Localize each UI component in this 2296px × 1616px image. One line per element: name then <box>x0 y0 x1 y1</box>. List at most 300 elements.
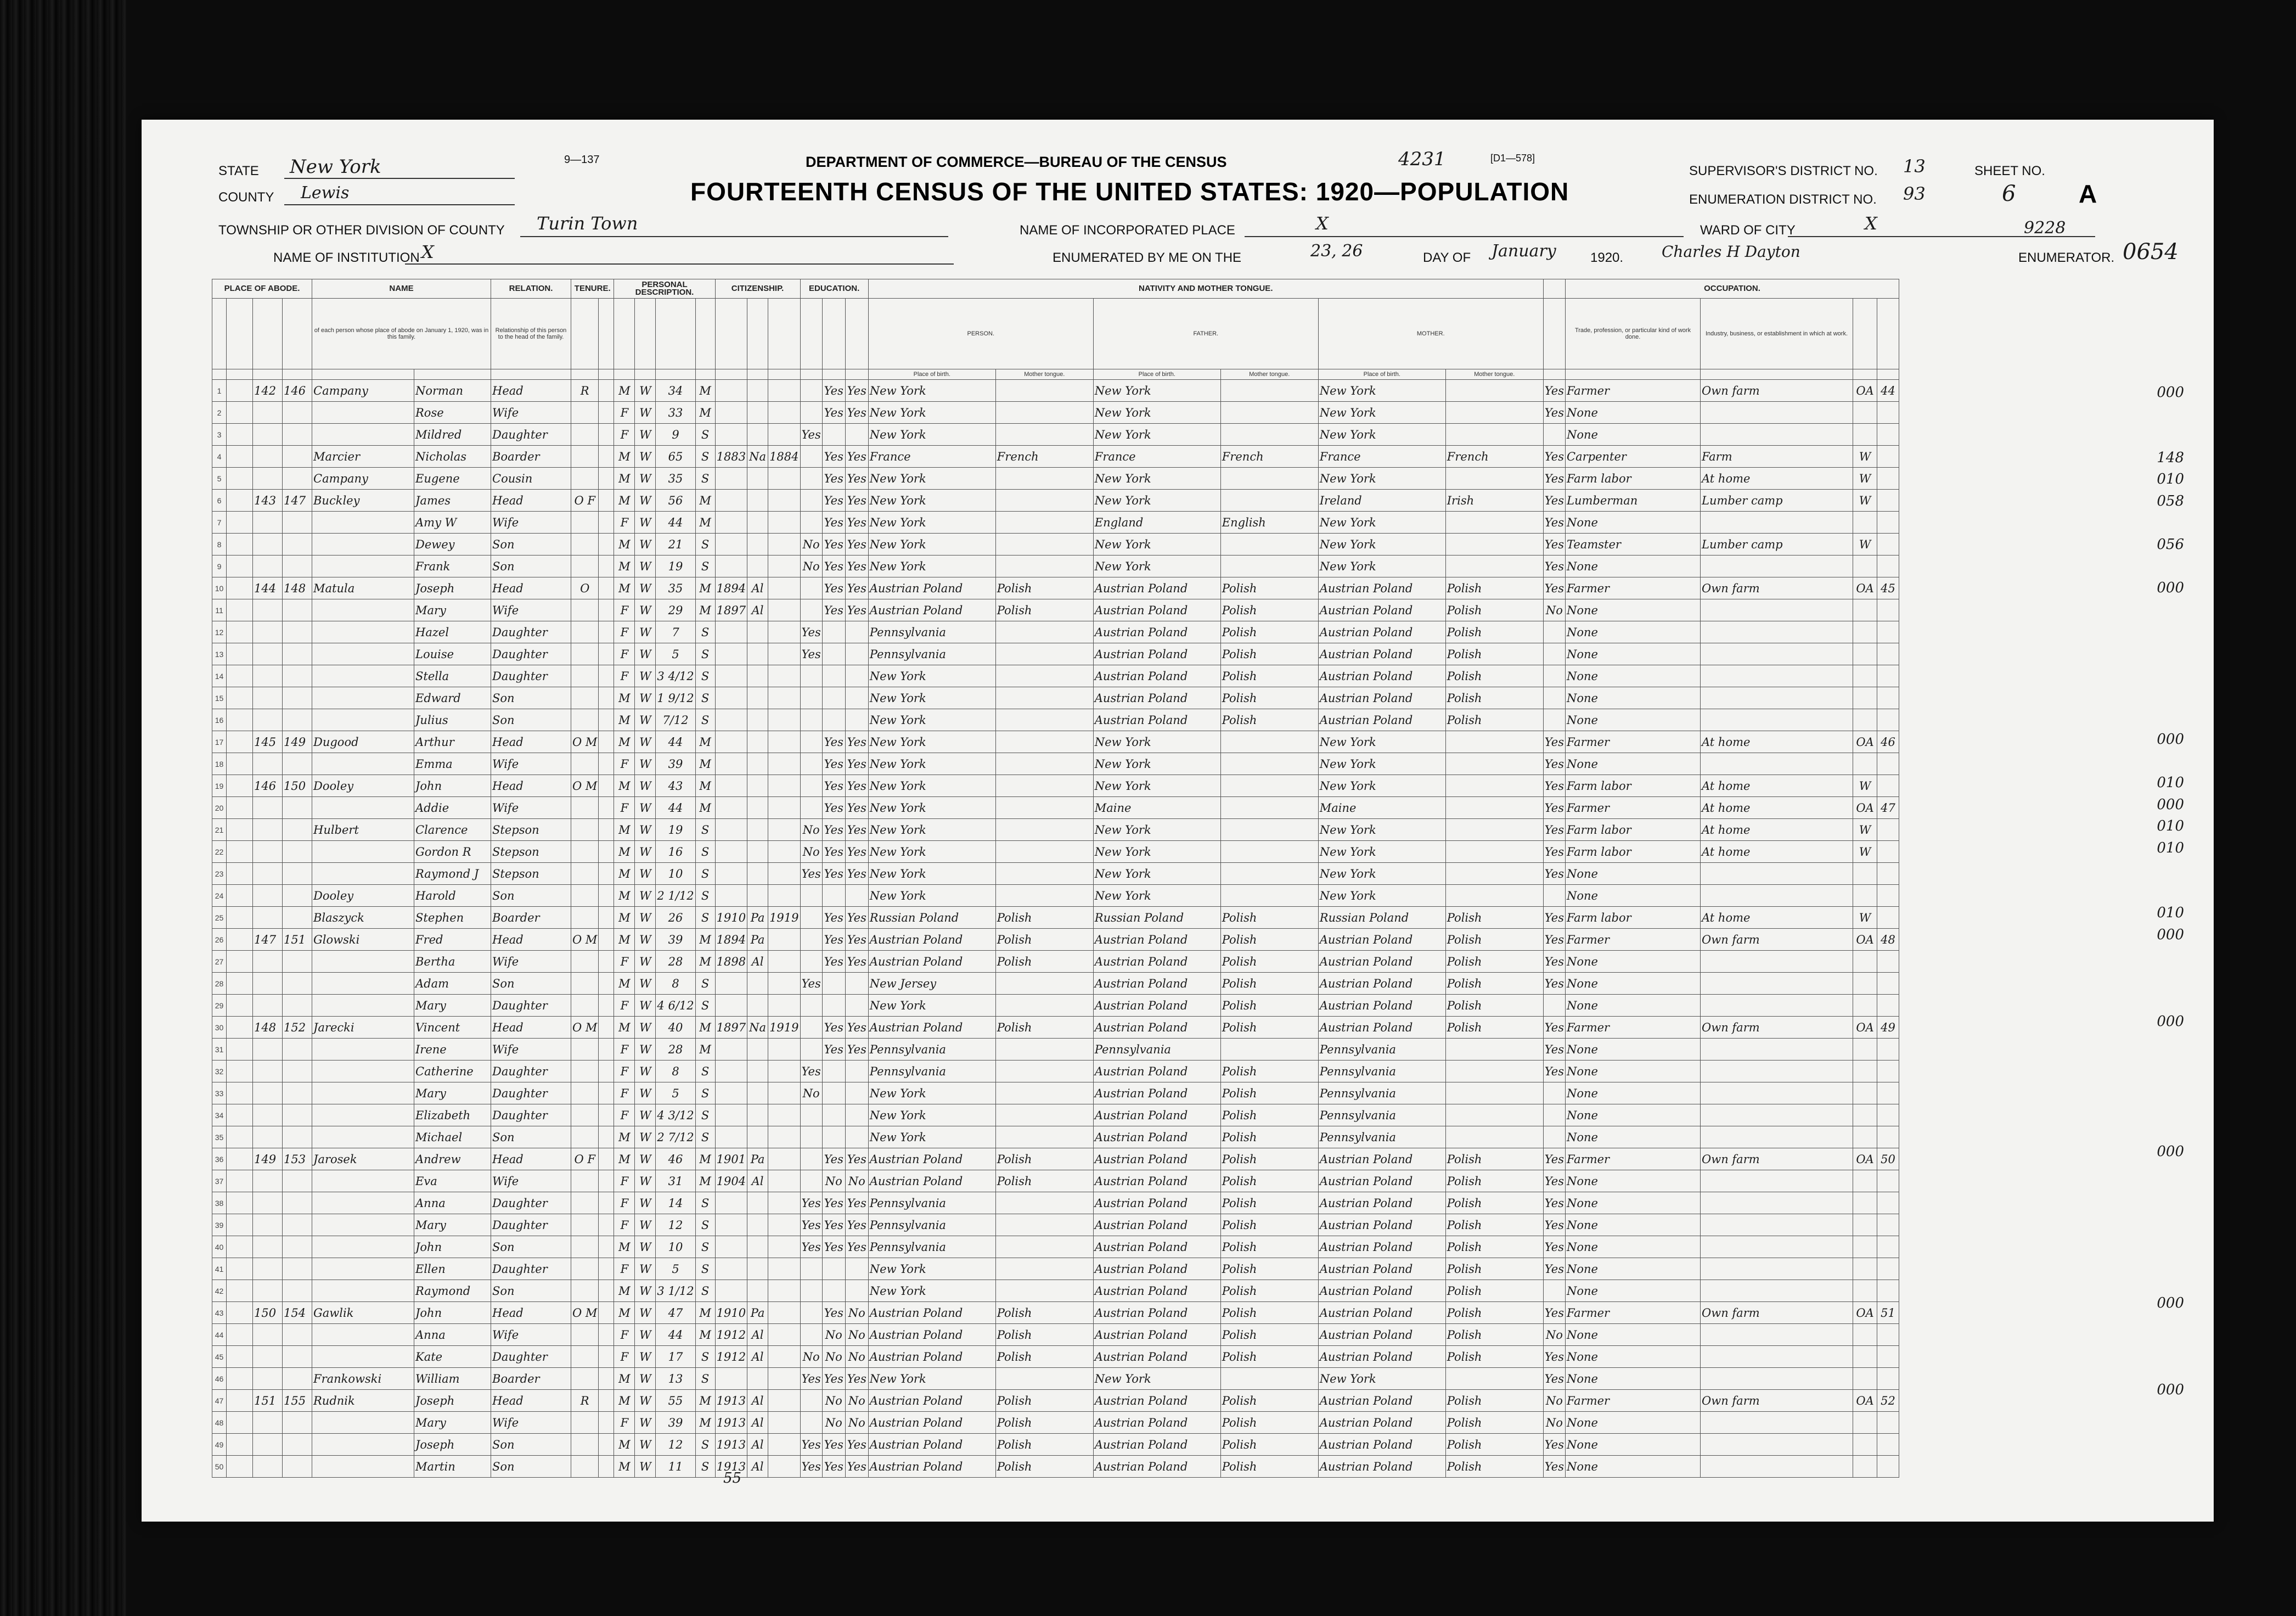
cell-tenure: O M <box>571 1017 599 1039</box>
cell-age: 39 <box>656 1412 695 1434</box>
cell-street <box>227 1039 253 1060</box>
cell-mpob: Austrian Poland <box>1318 621 1445 643</box>
cell-trade: None <box>1566 1104 1701 1126</box>
cell-pob: Pennsylvania <box>868 1236 995 1258</box>
cell-school <box>800 797 822 819</box>
cell-write: Yes <box>845 490 868 512</box>
cell-race: W <box>635 753 656 775</box>
cell-given: James <box>414 490 491 512</box>
occupation-code: 058 <box>2157 492 2184 509</box>
census-row <box>212 885 1899 907</box>
cell-tenure: O M <box>571 775 599 797</box>
cell-n: 16 <box>212 709 227 731</box>
cell-fpob: Austrian Poland <box>1093 643 1220 665</box>
cell-pob: New York <box>868 534 995 556</box>
cell-dwell <box>253 446 283 468</box>
cell-tenure <box>571 424 599 446</box>
cell-surname <box>312 1126 414 1148</box>
cell-mmt: Polish <box>1445 709 1543 731</box>
cell-sex: F <box>614 1104 635 1126</box>
cell-mpob: Austrian Poland <box>1318 1148 1445 1170</box>
cell-ms: S <box>695 863 715 885</box>
cell-n: 3 <box>212 424 227 446</box>
cell-fmt: Polish <box>1220 1456 1318 1478</box>
cell-race: W <box>635 797 656 819</box>
census-row <box>212 1170 1899 1192</box>
cell-given: Stella <box>414 665 491 687</box>
cell-tenure <box>571 534 599 556</box>
cell-fmt: Polish <box>1220 1148 1318 1170</box>
cell-sex: F <box>614 1060 635 1082</box>
cell-tenure <box>571 1368 599 1390</box>
cell-n: 42 <box>212 1280 227 1302</box>
cell-farm <box>1877 907 1899 929</box>
cell-age: 56 <box>656 490 695 512</box>
cell-write: Yes <box>845 907 868 929</box>
cell-dwell <box>253 1060 283 1082</box>
cell-eng: Yes <box>1543 1214 1565 1236</box>
cell-sex: M <box>614 885 635 907</box>
cell-pob: New York <box>868 885 995 907</box>
cell-fmt: Polish <box>1220 995 1318 1017</box>
cell-race: W <box>635 643 656 665</box>
cell-fam <box>283 1192 312 1214</box>
cell-n: 44 <box>212 1324 227 1346</box>
cell-nat <box>747 731 768 753</box>
cell-farm: 52 <box>1877 1390 1899 1412</box>
cell-mpob: Austrian Poland <box>1318 709 1445 731</box>
cell-trade: None <box>1566 424 1701 446</box>
occupation-code: 000 <box>2157 384 2184 401</box>
cell-mpob: New York <box>1318 424 1445 446</box>
cell-race: W <box>635 468 656 490</box>
cell-eng: Yes <box>1543 446 1565 468</box>
cell-farm <box>1877 1280 1899 1302</box>
cell-pob: Austrian Poland <box>868 1302 995 1324</box>
cell-rel: Daughter <box>491 621 571 643</box>
cell-write <box>845 424 868 446</box>
cell-fam: 154 <box>283 1302 312 1324</box>
cell-pob: Pennsylvania <box>868 1039 995 1060</box>
cell-street <box>227 490 253 512</box>
cell-read: Yes <box>822 1302 845 1324</box>
cell-natyr <box>768 599 800 621</box>
cell-pob: New Jersey <box>868 973 995 995</box>
cell-mt <box>995 1236 1093 1258</box>
cell-fmt <box>1220 841 1318 863</box>
census-row <box>212 1192 1899 1214</box>
enumerated-label: ENUMERATED BY ME ON THE <box>1053 250 1242 265</box>
cell-class: W <box>1853 468 1877 490</box>
cell-given: Gordon R <box>414 841 491 863</box>
cell-tenure <box>571 556 599 577</box>
cell-fmt <box>1220 380 1318 402</box>
cell-farm <box>1877 446 1899 468</box>
cell-pob: Pennsylvania <box>868 643 995 665</box>
cell-fmt: Polish <box>1220 709 1318 731</box>
cell-trade: Farmer <box>1566 1017 1701 1039</box>
cell-eng: Yes <box>1543 1456 1565 1478</box>
cell-mt <box>995 621 1093 643</box>
cell-sex: F <box>614 951 635 973</box>
cell-farm: 49 <box>1877 1017 1899 1039</box>
cell-surname <box>312 1324 414 1346</box>
cell-imm: 1912 <box>715 1324 747 1346</box>
cell-industry <box>1701 1368 1853 1390</box>
cell-given: Ellen <box>414 1258 491 1280</box>
cell-mortgage <box>599 819 614 841</box>
cell-school <box>800 512 822 534</box>
cell-mortgage <box>599 1017 614 1039</box>
cell-given: Elizabeth <box>414 1104 491 1126</box>
cell-dwell <box>253 687 283 709</box>
cell-ms: M <box>695 599 715 621</box>
cell-trade: Farm labor <box>1566 907 1701 929</box>
cell-class <box>1853 402 1877 424</box>
cell-rel: Son <box>491 687 571 709</box>
cell-tenure <box>571 512 599 534</box>
cell-mt <box>995 1039 1093 1060</box>
cell-race: W <box>635 1039 656 1060</box>
cell-sex: M <box>614 863 635 885</box>
census-row <box>212 534 1899 556</box>
cell-school <box>800 446 822 468</box>
cell-given: Arthur <box>414 731 491 753</box>
cell-write <box>845 973 868 995</box>
cell-eng <box>1543 687 1565 709</box>
cell-n: 35 <box>212 1126 227 1148</box>
cell-write <box>845 1060 868 1082</box>
cell-fmt: Polish <box>1220 643 1318 665</box>
cell-natyr <box>768 1412 800 1434</box>
cell-nat: Al <box>747 951 768 973</box>
cell-class <box>1853 512 1877 534</box>
cell-trade: None <box>1566 863 1701 885</box>
cell-surname: Blaszyck <box>312 907 414 929</box>
cell-write: Yes <box>845 599 868 621</box>
cell-eng: Yes <box>1543 1302 1565 1324</box>
cell-rel: Head <box>491 929 571 951</box>
cell-tenure <box>571 1126 599 1148</box>
cell-trade: Farm labor <box>1566 775 1701 797</box>
cell-rel: Wife <box>491 951 571 973</box>
cell-trade: None <box>1566 1192 1701 1214</box>
cell-trade: None <box>1566 1280 1701 1302</box>
supervisor-label: SUPERVISOR'S DISTRICT NO. <box>1689 164 1878 178</box>
cell-trade: None <box>1566 599 1701 621</box>
cell-trade: None <box>1566 1346 1701 1368</box>
cell-mt <box>995 1060 1093 1082</box>
cell-mortgage <box>599 797 614 819</box>
cell-industry <box>1701 687 1853 709</box>
cell-eng: Yes <box>1543 753 1565 775</box>
cell-mmt <box>1445 863 1543 885</box>
census-row <box>212 1060 1899 1082</box>
cell-read: Yes <box>822 380 845 402</box>
cell-dwell <box>253 819 283 841</box>
cell-pob: Austrian Poland <box>868 577 995 599</box>
cell-class: OA <box>1853 929 1877 951</box>
cell-dwell <box>253 885 283 907</box>
cell-pob: New York <box>868 731 995 753</box>
cell-dwell <box>253 1346 283 1368</box>
cell-fpob: Austrian Poland <box>1093 687 1220 709</box>
cell-farm <box>1877 1039 1899 1060</box>
cell-race: W <box>635 1302 656 1324</box>
cell-ms: S <box>695 1434 715 1456</box>
occupation-code: 148 <box>2157 449 2184 466</box>
cell-eng: Yes <box>1543 1017 1565 1039</box>
cell-street <box>227 1302 253 1324</box>
cell-trade: Farmer <box>1566 731 1701 753</box>
cell-dwell <box>253 1368 283 1390</box>
cell-age: 29 <box>656 599 695 621</box>
cell-imm <box>715 1368 747 1390</box>
cell-age: 40 <box>656 1017 695 1039</box>
cell-tenure <box>571 468 599 490</box>
cell-pob: New York <box>868 1258 995 1280</box>
cell-class <box>1853 951 1877 973</box>
cell-mmt <box>1445 380 1543 402</box>
cell-n: 9 <box>212 556 227 577</box>
cell-fam <box>283 1236 312 1258</box>
cell-fpob: Austrian Poland <box>1093 1280 1220 1302</box>
cell-fam <box>283 973 312 995</box>
cell-read <box>822 665 845 687</box>
cell-mt <box>995 1104 1093 1126</box>
cell-mpob: Austrian Poland <box>1318 643 1445 665</box>
occupation-code: 010 <box>2157 839 2184 856</box>
cell-mt <box>995 402 1093 424</box>
cell-class <box>1853 1324 1877 1346</box>
cell-given: Mary <box>414 1082 491 1104</box>
cell-class <box>1853 885 1877 907</box>
cell-fam <box>283 534 312 556</box>
cell-eng: Yes <box>1543 1060 1565 1082</box>
cell-nat <box>747 665 768 687</box>
cell-ms: M <box>695 490 715 512</box>
cell-fam <box>283 819 312 841</box>
cell-imm <box>715 1192 747 1214</box>
cell-ms: S <box>695 1104 715 1126</box>
cell-fmt: Polish <box>1220 577 1318 599</box>
cell-race: W <box>635 819 656 841</box>
cell-trade: None <box>1566 1434 1701 1456</box>
cell-mt <box>995 1192 1093 1214</box>
occupation-code: 000 <box>2157 1295 2184 1311</box>
cell-write: Yes <box>845 841 868 863</box>
cell-school <box>800 753 822 775</box>
cell-natyr <box>768 1148 800 1170</box>
cell-nat <box>747 1258 768 1280</box>
cell-sex: M <box>614 468 635 490</box>
cell-fpob: Austrian Poland <box>1093 621 1220 643</box>
cell-pob: New York <box>868 753 995 775</box>
cell-age: 5 <box>656 1082 695 1104</box>
cell-tenure <box>571 1280 599 1302</box>
cell-dwell <box>253 643 283 665</box>
cell-age: 44 <box>656 1324 695 1346</box>
cell-race: W <box>635 863 656 885</box>
cell-fmt: Polish <box>1220 929 1318 951</box>
cell-write <box>845 1104 868 1126</box>
cell-mpob: Austrian Poland <box>1318 1456 1445 1478</box>
cell-class: OA <box>1853 1017 1877 1039</box>
cell-tenure: O M <box>571 929 599 951</box>
cell-nat <box>747 402 768 424</box>
cell-class <box>1853 1104 1877 1126</box>
cell-school: Yes <box>800 1456 822 1478</box>
cell-industry <box>1701 402 1853 424</box>
header-relation: RELATION. <box>491 279 571 299</box>
census-row <box>212 775 1899 797</box>
cell-fpob: New York <box>1093 731 1220 753</box>
cell-mmt: Polish <box>1445 929 1543 951</box>
cell-pob: New York <box>868 490 995 512</box>
cell-industry <box>1701 1280 1853 1302</box>
cell-surname <box>312 841 414 863</box>
cell-class <box>1853 1346 1877 1368</box>
cell-fmt: Polish <box>1220 1017 1318 1039</box>
cell-race: W <box>635 1346 656 1368</box>
cell-given: Clarence <box>414 819 491 841</box>
cell-given: Mildred <box>414 424 491 446</box>
cell-class: W <box>1853 907 1877 929</box>
cell-nat: Pa <box>747 907 768 929</box>
cell-surname <box>312 512 414 534</box>
cell-fam <box>283 1126 312 1148</box>
cell-industry <box>1701 709 1853 731</box>
cell-imm <box>715 709 747 731</box>
cell-rel: Daughter <box>491 1104 571 1126</box>
census-row <box>212 995 1899 1017</box>
mt-label: Mother tongue. <box>995 369 1093 380</box>
census-row <box>212 1258 1899 1280</box>
cell-mmt: Polish <box>1445 1412 1543 1434</box>
cell-given: Irene <box>414 1039 491 1060</box>
cell-read: No <box>822 1412 845 1434</box>
cell-tenure <box>571 1412 599 1434</box>
cell-street <box>227 1170 253 1192</box>
cell-imm: 1897 <box>715 1017 747 1039</box>
cell-nat <box>747 534 768 556</box>
cell-eng: No <box>1543 1390 1565 1412</box>
cell-mpob: Ireland <box>1318 490 1445 512</box>
header-citizenship: CITIZENSHIP. <box>715 279 800 299</box>
cell-fam <box>283 446 312 468</box>
census-row <box>212 1434 1899 1456</box>
cell-mortgage <box>599 753 614 775</box>
cell-fpob: New York <box>1093 468 1220 490</box>
cell-natyr <box>768 775 800 797</box>
cell-farm <box>1877 402 1899 424</box>
cell-nat <box>747 841 768 863</box>
cell-fmt: Polish <box>1220 951 1318 973</box>
cell-mmt <box>1445 1039 1543 1060</box>
cell-ms: S <box>695 1346 715 1368</box>
cell-nat: Na <box>747 1017 768 1039</box>
cell-farm <box>1877 885 1899 907</box>
cell-fpob: Austrian Poland <box>1093 1456 1220 1478</box>
cell-tenure <box>571 885 599 907</box>
cell-fam <box>283 951 312 973</box>
cell-mpob: Austrian Poland <box>1318 995 1445 1017</box>
cell-imm: 1913 <box>715 1434 747 1456</box>
cell-farm <box>1877 1412 1899 1434</box>
cell-trade: None <box>1566 1324 1701 1346</box>
cell-natyr <box>768 577 800 599</box>
cell-industry <box>1701 1258 1853 1280</box>
cell-rel: Daughter <box>491 424 571 446</box>
cell-surname <box>312 797 414 819</box>
cell-farm <box>1877 1126 1899 1148</box>
cell-pob: New York <box>868 797 995 819</box>
cell-read <box>822 885 845 907</box>
cell-race: W <box>635 577 656 599</box>
cell-fmt: Polish <box>1220 1258 1318 1280</box>
cell-age: 28 <box>656 1039 695 1060</box>
cell-class <box>1853 687 1877 709</box>
cell-dwell <box>253 665 283 687</box>
cell-fmt: Polish <box>1220 1302 1318 1324</box>
cell-fmt <box>1220 731 1318 753</box>
cell-industry <box>1701 1434 1853 1456</box>
cell-pob: New York <box>868 512 995 534</box>
cell-eng: Yes <box>1543 380 1565 402</box>
cell-nat: Al <box>747 599 768 621</box>
cell-nat <box>747 797 768 819</box>
cell-sex: F <box>614 1192 635 1214</box>
cell-mt: Polish <box>995 1324 1093 1346</box>
cell-given: Fred <box>414 929 491 951</box>
cell-pob: New York <box>868 1126 995 1148</box>
cell-farm <box>1877 709 1899 731</box>
cell-class <box>1853 1434 1877 1456</box>
cell-ms: S <box>695 907 715 929</box>
cell-age: 39 <box>656 929 695 951</box>
cell-surname <box>312 753 414 775</box>
cell-n: 23 <box>212 863 227 885</box>
cell-ms: S <box>695 687 715 709</box>
cell-mt <box>995 841 1093 863</box>
cell-n: 13 <box>212 643 227 665</box>
cell-tenure: O F <box>571 490 599 512</box>
census-row <box>212 1104 1899 1126</box>
cell-surname: Matula <box>312 577 414 599</box>
cell-n: 8 <box>212 534 227 556</box>
cell-industry <box>1701 643 1853 665</box>
cell-age: 2 7/12 <box>656 1126 695 1148</box>
cell-mmt <box>1445 819 1543 841</box>
cell-mt: Polish <box>995 1148 1093 1170</box>
cell-given: Edward <box>414 687 491 709</box>
cell-dwell: 144 <box>253 577 283 599</box>
cell-natyr <box>768 973 800 995</box>
cell-natyr <box>768 1104 800 1126</box>
cell-farm <box>1877 863 1899 885</box>
cell-street <box>227 1456 253 1478</box>
cell-surname <box>312 1170 414 1192</box>
occupation-code: 000 <box>2157 1013 2184 1030</box>
cell-fam <box>283 424 312 446</box>
cell-mt <box>995 797 1093 819</box>
cell-nat <box>747 380 768 402</box>
cell-rel: Head <box>491 1302 571 1324</box>
footer-mark: 55 <box>723 1470 742 1486</box>
cell-age: 35 <box>656 577 695 599</box>
cell-sex: M <box>614 775 635 797</box>
cell-mt <box>995 973 1093 995</box>
